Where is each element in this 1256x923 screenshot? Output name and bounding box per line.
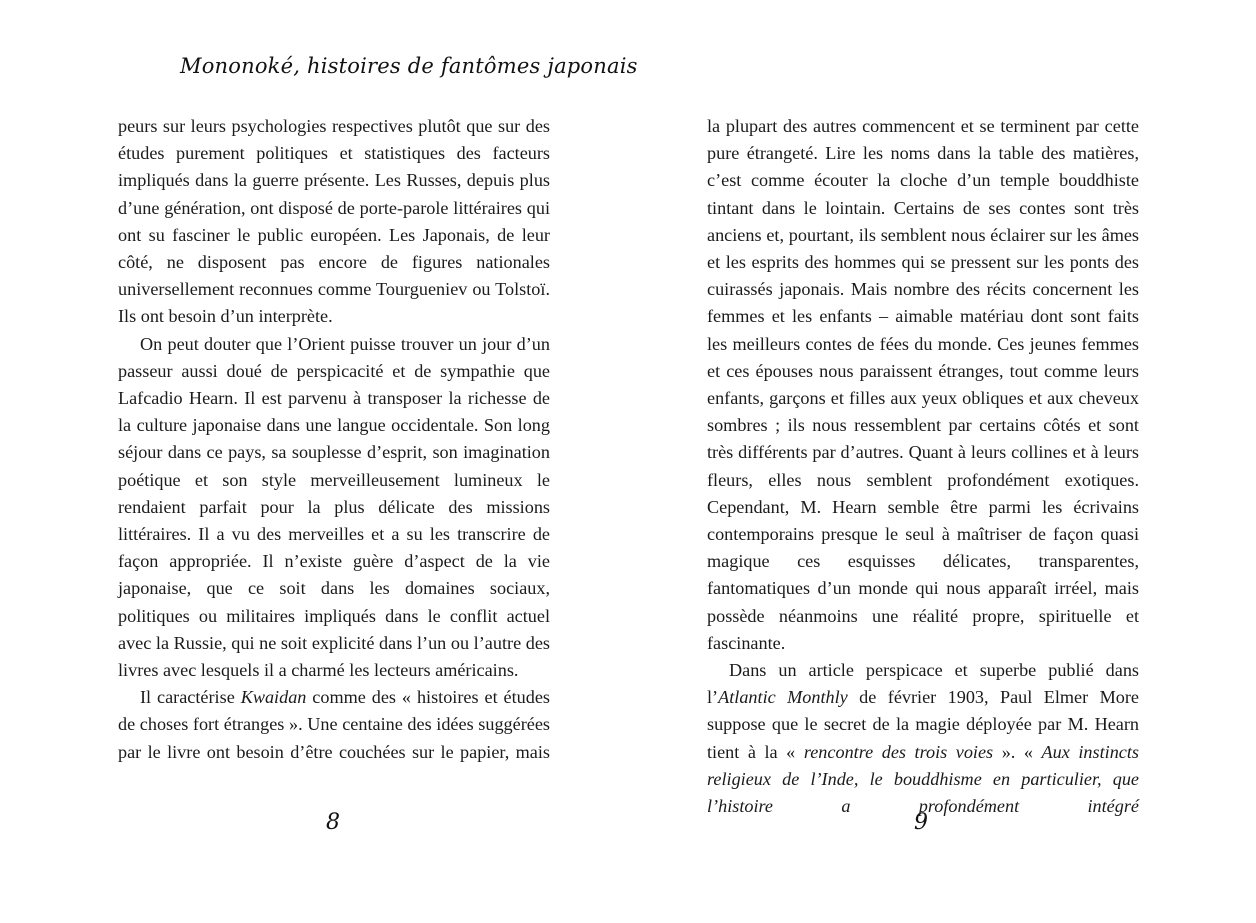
text-run: Il caractérise	[140, 687, 241, 708]
right-page	[628, 0, 1256, 923]
paragraph: la plupart des autres commencent et se terminent par cette pure étrangeté. Lire les noms dans la table des matières, c’est comme écouter la cloche d’un temple bouddhiste tintant dans le lointain. Certains de ses contes sont très anciens et, pourtant, ils semblent nous éclairer sur les âmes et les esprits des hommes qui se pressent sur les ponts des cuirassés japonais. Mais nombre des récits concernent les femmes et les enfants – aimable matériau dont sont faits les meilleurs contes de fées du monde. Ces jeunes femmes et ces épouses nous paraissent étranges, tout comme leurs enfants, garçons et filles aux yeux obliques et aux cheveux sombres ; ils nous ressemblent par certains côtés et sont très différents par d’autres. Quant à leurs collines et à leurs fleurs, elles nous semblent profondément exotiques. Cependant, M. Hearn semble être parmi les écrivains contemporains presque le seul à maîtriser de façon quasi magique ces esquisses délicates, transparentes, fantomatiques d’un monde qui nous apparaît irréel, mais possède néanmoins une réalité propre, spirituelle et fascinante.	[707, 116, 1139, 653]
italic-title: Kwaidan	[240, 687, 307, 708]
paragraph	[707, 657, 1139, 820]
text-run: Dans un article perspicace et superbe publié dans l’	[707, 660, 1139, 708]
text-run: de février 1903, Paul Elmer More suppose que le secret de la magie déployée par M. Hearn tient à la «	[707, 687, 1139, 762]
running-head: Mononoké, histoires de fantômes japonais	[180, 54, 638, 78]
paragraph: On peut douter que l’Orient puisse trouver un jour d’un passeur aussi doué de perspicacité et de sympathie que Lafcadio Hearn. Il est parvenu à transposer la richesse de la culture japonaise dans une langue occidentale. Son long séjour dans ce pays, sa souplesse d’esprit, son imagination poétique et son style merveilleusement lumineux le rendaient parfait pour la plus délicate des missions littéraires. Il a vu des merveilles et a su les transcrire de façon appropriée. Il n’existe guère d’aspect de la vie japonaise, que ce soit dans les domaines sociaux, politiques ou militaires impliqués dans le conflit actuel avec la Russie, qui ne soit explicité dans l’un ou l’autre des livres avec lesquels il a charmé les lecteurs américains.	[118, 333, 550, 681]
italic-quote: Aux instincts religieux de l’Inde, le bouddhisme en particulier, que l’histoire a profondément intégré	[707, 741, 1140, 817]
text-run: ». «	[993, 741, 1042, 762]
italic-title: Atlantic Monthly	[718, 687, 848, 708]
text-run: comme des « histoires et études de choses fort étranges ». Une centaine des idées suggérées par le livre ont besoin d’être couchées sur le papier, mais	[118, 687, 551, 762]
italic-quote: rencontre des trois voies	[803, 741, 994, 762]
paragraph: peurs sur leurs psychologies respectives plutôt que sur des études purement politiques et statistiques des facteurs impliqués dans la guerre présente. Les Russes, depuis plus d’une génération, ont disposé de porte-parole littéraires qui ont su fasciner le public européen. Les Japonais, de leur côté, ne disposent pas encore de figures nationales universellement reconnues comme Tourgueniev ou Tolstoï. Ils ont besoin d’un interprète.	[118, 116, 550, 327]
right-page-text	[707, 113, 1139, 820]
left-page-text	[118, 113, 550, 766]
page-number: 8	[326, 810, 340, 835]
page-number: 9	[914, 810, 928, 835]
paragraph	[118, 684, 550, 766]
